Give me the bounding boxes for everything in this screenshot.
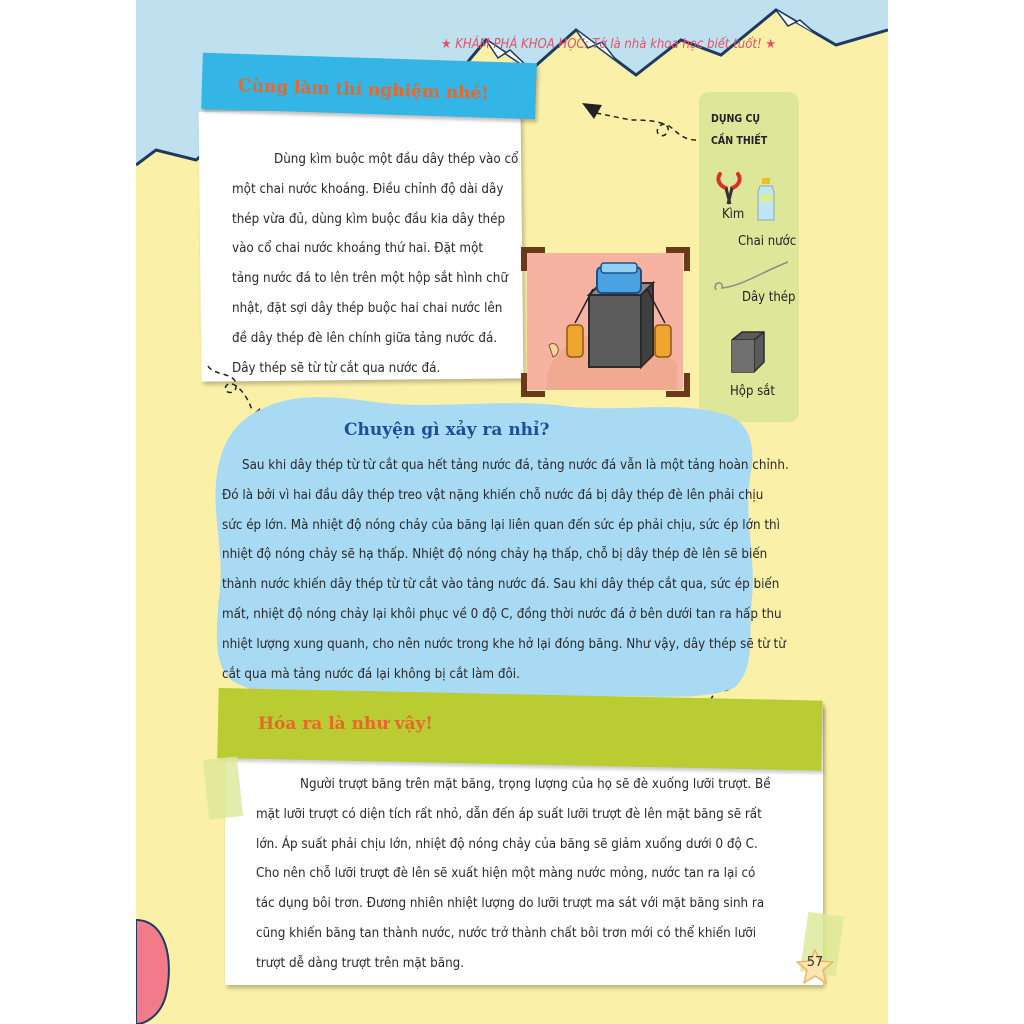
tool-label-bottle: Chai nước (738, 234, 797, 249)
water-bottle-icon (756, 176, 776, 222)
result-line: thành nước khiến dây thép từ từ cắt vào tảng nước đá. Sau khi dây thép cắt qua, sức ép biến (222, 577, 780, 593)
pliers-icon (714, 170, 744, 206)
result-line: nhiệt độ nóng chảy sẽ hạ thấp. Nhiệt độ nóng chảy hạ thấp, chỗ bị dây thép đè lên sẽ biến (222, 547, 768, 563)
result-line: Sau khi dây thép từ từ cắt qua hết tảng nước đá, tảng nước đá vẫn là một tảng hoàn chỉnh. (242, 458, 789, 473)
series-title: KHÁM PHÁ KHOA HỌC: Tớ là nhà khoa học biết tuốt! (455, 37, 762, 52)
experiment-line: nhật, đặt sợi dây thép buộc hai chai nước lên (232, 300, 503, 316)
wire-icon (712, 260, 792, 294)
series-header (441, 37, 841, 52)
experiment-line: Dây thép sẽ từ từ cắt qua nước đá. (232, 360, 441, 376)
experiment-photo (527, 253, 683, 390)
explanation-line: Cho nên chỗ lưỡi trượt đè lên sẽ xuất hiện một màng nước mỏng, nước tan ra lại có (256, 866, 756, 882)
book-page (136, 0, 888, 1024)
result-line: nhiệt lượng xung quanh, cho nên nước trong khe hở lại đóng băng. Như vậy, dây thép sẽ từ từ (222, 636, 786, 652)
experiment-line: một chai nước khoáng. Điều chỉnh độ dài dây (232, 181, 504, 197)
pink-decoration (136, 900, 176, 1024)
tape-left (203, 756, 243, 819)
experiment-line: Dùng kìm buộc một đầu dây thép vào cổ (274, 152, 519, 167)
tool-label-box: Hộp sắt (730, 384, 775, 399)
iron-box-icon (728, 330, 768, 374)
ice-on-box-illustration (527, 253, 683, 390)
dashed-arrow-icon (576, 95, 701, 150)
tools-title-line1: DỤNG CỤ (711, 113, 761, 125)
star-icon: ★ (765, 37, 776, 52)
experiment-line: vào cổ chai nước khoáng thứ hai. Đặt một (232, 241, 484, 257)
result-line: cắt qua mà tảng nước đá lại không bị cắt làm đôi. (222, 666, 520, 682)
explanation-text (256, 770, 816, 979)
star-icon: ★ (441, 37, 452, 52)
result-line: sức ép lớn. Mà nhiệt độ nóng chảy của băng lại liên quan đến sức ép phải chịu, sức ép lớn thì (222, 517, 780, 533)
tools-title-line2: CẦN THIẾT (711, 135, 768, 147)
result-line: Đó là bởi vì hai đầu dây thép treo vật nặng khiến chỗ nước đá bị dây thép đè lên phải chịu (222, 487, 764, 503)
explanation-line: cũng khiến băng tan thành nước, nước trở thành chất bôi trơn mới có thể khiến lưỡi (256, 925, 757, 941)
tool-label-pliers: Kìm (722, 207, 745, 222)
experiment-line: đề dây thép đè lên chính giữa tảng nước đá. (232, 330, 498, 346)
experiment-banner-title: Cùng làm thí nghiệm nhé! (237, 76, 490, 104)
result-line: mất, nhiệt độ nóng chảy lại khôi phục về 0 độ C, đồng thời nước đá ở bên dưới tan ra hấp thu (222, 606, 782, 622)
explanation-banner-title: Hóa ra là như vậy! (258, 714, 433, 734)
explanation-line: mặt lưỡi trượt có diện tích rất nhỏ, dẫn đến áp suất lưỡi trượt đè lên mặt băng sẽ rất (256, 806, 762, 822)
result-title: Chuyện gì xảy ra nhỉ? (344, 420, 550, 440)
photo-corner-top-right (666, 247, 690, 271)
experiment-line: tảng nước đá to lên trên một hộp sắt hình chữ (232, 271, 508, 287)
photo-corner-top-left (521, 247, 545, 271)
experiment-text (232, 145, 522, 383)
tools-title (711, 108, 767, 152)
page-number: 57 (806, 955, 824, 970)
explanation-line: trượt dễ dàng trượt trên mặt băng. (256, 955, 465, 971)
tool-label-wire: Dây thép (742, 290, 796, 305)
explanation-line: tác dụng bôi trơn. Đương nhiên nhiệt lượng do lưỡi trượt ma sát với mặt băng sinh ra (256, 896, 765, 912)
explanation-line: Người trượt băng trên mặt băng, trọng lượng của họ sẽ đè xuống lưỡi trượt. Bề (300, 777, 771, 792)
result-text (222, 451, 789, 689)
experiment-line: thép vừa đủ, dùng kìm buộc đầu kia dây thép (232, 211, 506, 227)
explanation-line: lớn. Áp suất phải chịu lớn, nhiệt độ nóng chảy của băng sẽ giảm xuống dưới 0 độ C. (256, 836, 758, 852)
